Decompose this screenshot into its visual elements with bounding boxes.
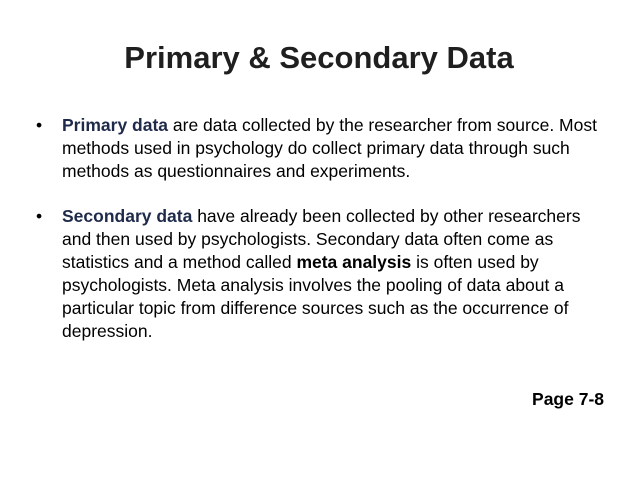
bullet-marker: •: [36, 206, 43, 226]
bullet-secondary-data: [36, 205, 606, 343]
term-secondary-data: Secondary data: [62, 206, 193, 226]
term-meta-analysis: meta analysis: [296, 252, 412, 272]
slide-title: Primary & Secondary Data: [124, 40, 514, 75]
bullet-list: [36, 114, 606, 343]
secondary-data-text-1: have already been collected by other researchers and then used by psychologists. Secondary data often come as statistics and a method called: [62, 206, 581, 272]
bullet-primary-data: [36, 114, 606, 183]
bullet-marker: •: [36, 115, 43, 135]
secondary-data-text-2: is often used by psychologists. Meta analysis involves the pooling of data about a particular topic from difference sources such as the occurrence of depression.: [62, 252, 569, 341]
page-reference: Page 7-8: [532, 389, 604, 409]
primary-data-text: are data collected by the researcher from source. Most methods used in psychology do collect primary data through such methods as questionnaires and experiments.: [62, 115, 597, 181]
term-primary-data: Primary data: [62, 115, 169, 135]
